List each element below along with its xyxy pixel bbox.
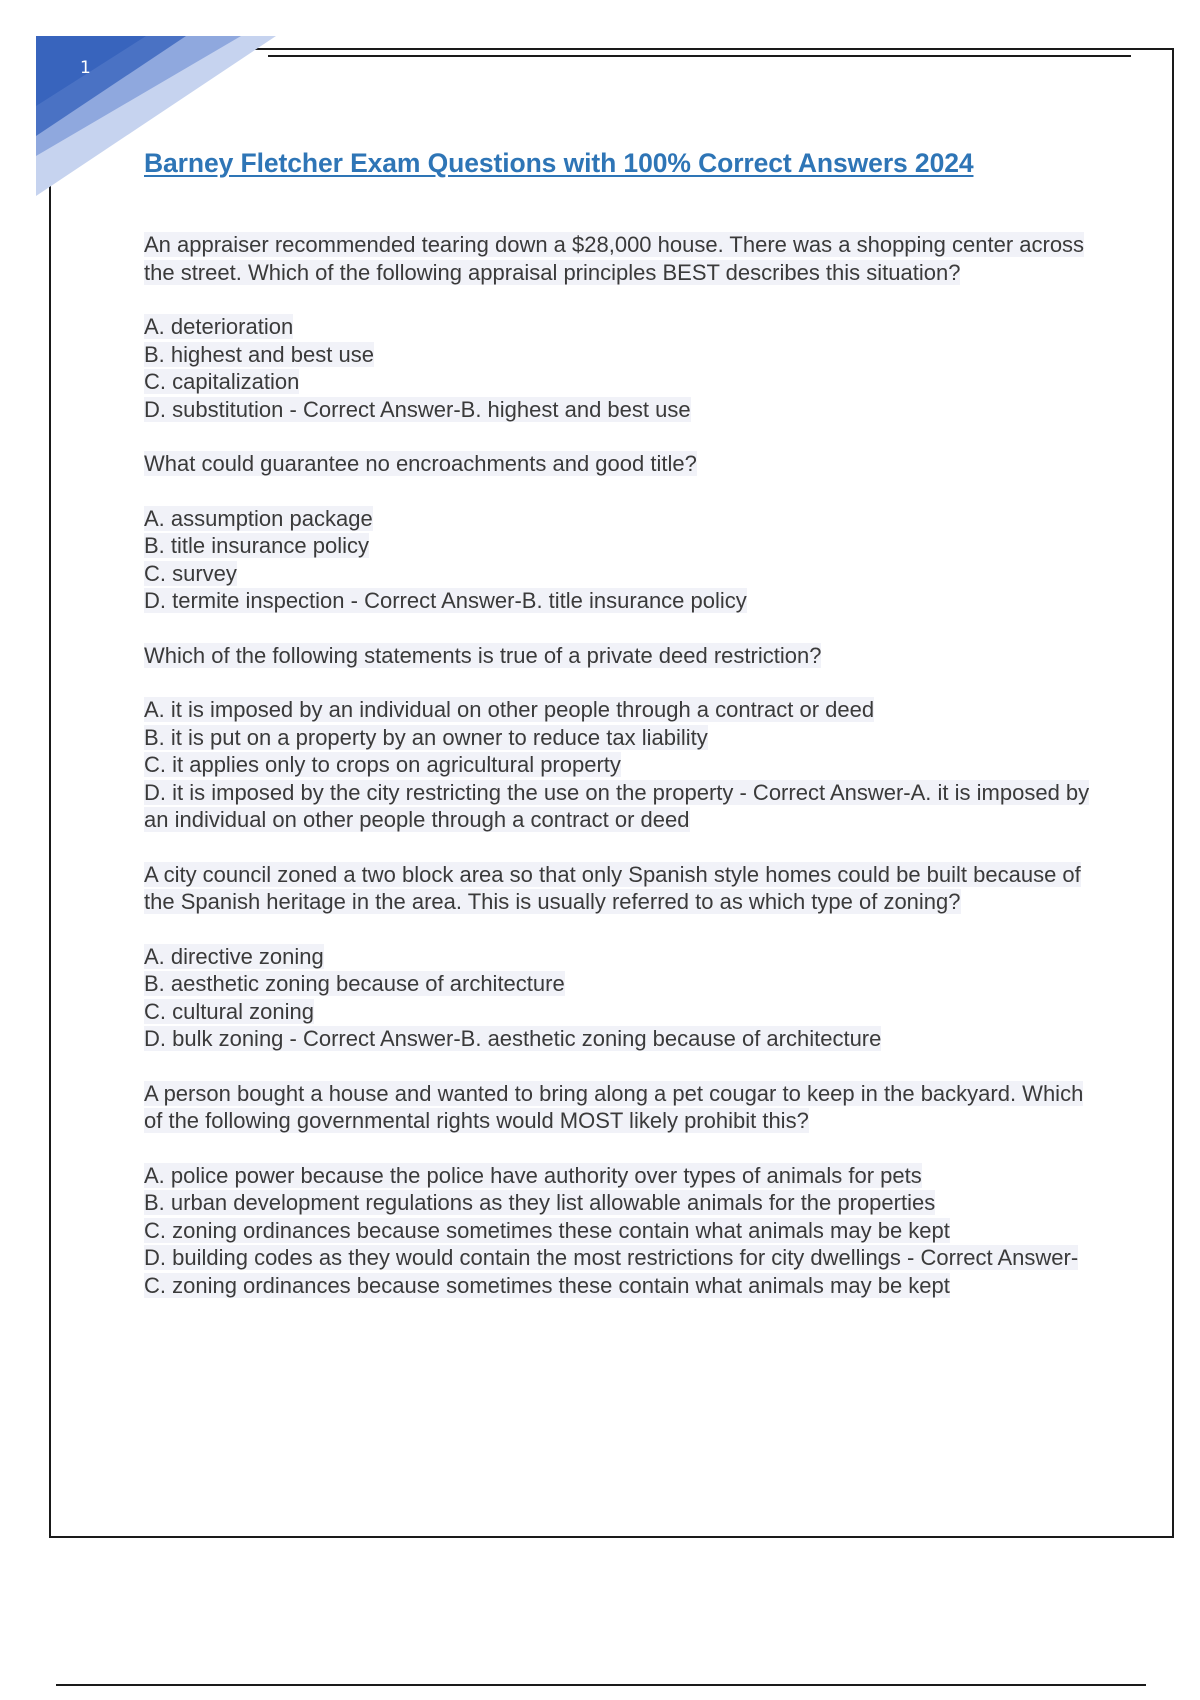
page-number: 1 bbox=[80, 58, 91, 78]
question-text: An appraiser recommended tearing down a $28,000 house. There was a shopping center across the street. Which of the following appraisal principles BEST describes this situation? bbox=[144, 232, 1085, 285]
question-text: A city council zoned a two block area so that only Spanish style homes could be built because of the Spanish heritage in the area. This is usually referred to as which type of zoning? bbox=[144, 861, 1081, 914]
question-text: Which of the following statements is true of a private deed restriction? bbox=[144, 642, 822, 668]
answer-option: B. urban development regulations as they list allowable animals for the properties bbox=[144, 1190, 936, 1215]
answer-option: D. termite inspection - Correct Answer-B. title insurance policy bbox=[144, 588, 747, 613]
answer-option: D. bulk zoning - Correct Answer-B. aesthetic zoning because of architecture bbox=[144, 1026, 882, 1051]
question-block bbox=[144, 642, 1094, 834]
answer-options bbox=[144, 1162, 1094, 1300]
answer-options bbox=[144, 943, 1094, 1053]
answer-option: C. zoning ordinances because sometimes these contain what animals may be kept bbox=[144, 1217, 950, 1243]
document-title: Barney Fletcher Exam Questions with 100% Correct Answers 2024 bbox=[144, 148, 974, 178]
answer-options bbox=[144, 505, 1094, 615]
answer-option: B. aesthetic zoning because of architecture bbox=[144, 971, 565, 996]
answer-option: C. capitalization bbox=[144, 369, 300, 394]
answer-option: C. survey bbox=[144, 560, 237, 586]
header-rule bbox=[268, 55, 1131, 57]
question-text: A person bought a house and wanted to bring along a pet cougar to keep in the backyard. Which of the following governmental rights would MOST likely prohibit this? bbox=[144, 1080, 1084, 1133]
answer-option: D. it is imposed by the city restricting the use on the property - Correct Answer-A. it is imposed by an individual on other people through a contract or deed bbox=[144, 779, 1090, 832]
footer-rule bbox=[56, 1684, 1146, 1686]
answer-option: B. it is put on a property by an owner to reduce tax liability bbox=[144, 724, 708, 750]
answer-option: A. it is imposed by an individual on other people through a contract or deed bbox=[144, 697, 875, 722]
answer-option: A. assumption package bbox=[144, 505, 373, 531]
answer-option: B. highest and best use bbox=[144, 341, 374, 367]
question-text: What could guarantee no encroachments and good title? bbox=[144, 451, 697, 476]
document-body bbox=[144, 231, 1094, 1326]
answer-option: D. substitution - Correct Answer-B. highest and best use bbox=[144, 396, 691, 422]
question-block bbox=[144, 1080, 1094, 1300]
answer-options bbox=[144, 313, 1094, 423]
question-block bbox=[144, 450, 1094, 615]
answer-option: B. title insurance policy bbox=[144, 533, 369, 558]
answer-options bbox=[144, 696, 1094, 834]
question-block bbox=[144, 861, 1094, 1053]
answer-option: A. police power because the police have authority over types of animals for pets bbox=[144, 1162, 922, 1188]
answer-option: C. cultural zoning bbox=[144, 998, 314, 1024]
answer-option: A. deterioration bbox=[144, 314, 294, 339]
question-block bbox=[144, 231, 1094, 423]
answer-option: D. building codes as they would contain the most restrictions for city dwellings - Correct Answer-C. zoning ordinances because sometimes these contain what animals may be kept bbox=[144, 1245, 1079, 1298]
answer-option: C. it applies only to crops on agricultural property bbox=[144, 752, 621, 777]
answer-option: A. directive zoning bbox=[144, 943, 324, 969]
